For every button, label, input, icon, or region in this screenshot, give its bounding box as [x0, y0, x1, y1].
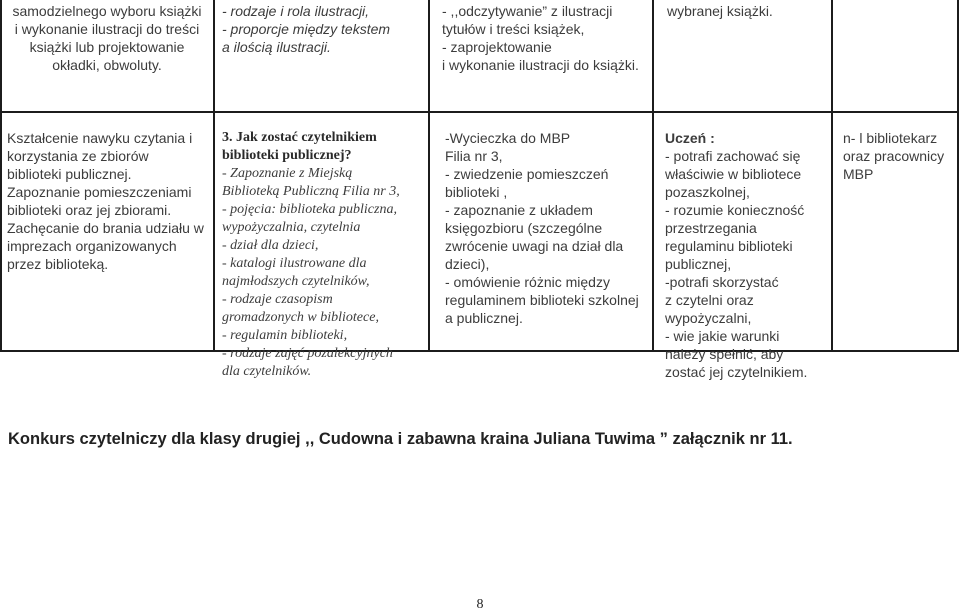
main-row-outcomes: - potrafi zachować się właściwie w bibliotece pozaszkolnej, - rozumie konieczność przestrzegania regulaminu biblioteki publicznej, -potrafi skorzystać z czytelni oraz wypożyczalni, - wie jakie warunki należy spełnić, aby zostać jej czytelnikiem.: [665, 148, 808, 380]
table-border: [428, 0, 430, 352]
top-row-col3: - ,,odczytywanie” z ilustracji tytułów i treści książek, - zaprojektowanie i wykonanie ilustracji do książki.: [442, 3, 639, 73]
table-border: [0, 0, 2, 352]
main-row-topic-content: - Zapoznanie z Miejską Biblioteką Publiczną Filia nr 3, - pojęcia: biblioteka publiczna, wypożyczalnia, czytelnia - dział dla dzieci, - katalogi ilustrowane dla najmłodszych czytelników, - rodzaje czasopism gromadzonych w bibliotece, - regulamin biblioteki, - rodzaje zajęć pozalekcyjnych dla czytelników.: [222, 166, 400, 379]
table-border: [652, 0, 654, 352]
table-border: [831, 0, 833, 352]
main-row-topic-title: 3. Jak zostać czytelnikiem biblioteki publicznej?: [222, 130, 377, 163]
top-row-col2: - rodzaje i rola ilustracji, - proporcje między tekstem a ilością ilustracji.: [222, 3, 391, 55]
top-row-col1: samodzielnego wyboru książki i wykonanie ilustracji do treści książki lub projektowanie okładki, obwoluty.: [12, 3, 202, 73]
main-row-outcomes-title: Uczeń :: [665, 130, 715, 146]
main-row-goals: Kształcenie nawyku czytania i korzystania ze zbiorów biblioteki publicznej. Zapoznanie pomieszczeniami biblioteki oraz jej zbiorami. Zachęcanie do brania udziału w imprezach organizowanych przez biblioteką.: [7, 130, 204, 272]
top-row-col4: wybranej książki.: [667, 3, 773, 19]
main-row-responsible: n- l bibliotekarz oraz pracownicy MBP: [843, 130, 945, 182]
page-number: 8: [476, 597, 484, 612]
main-row-activities: -Wycieczka do MBP Filia nr 3, - zwiedzenie pomieszczeń biblioteki , - zapoznanie z układem księgozbioru (szczególne zwrócenie uwagi na dział dla dzieci), - omówienie różnic między regulaminem biblioteki szkolnej a publicznej.: [445, 130, 639, 326]
table-border: [0, 111, 959, 113]
table-border: [957, 0, 959, 352]
section-heading: Konkurs czytelniczy dla klasy drugiej ,, Cudowna i zabawna kraina Juliana Tuwima ” załącznik nr 11.: [8, 430, 793, 448]
table-border: [213, 0, 215, 352]
